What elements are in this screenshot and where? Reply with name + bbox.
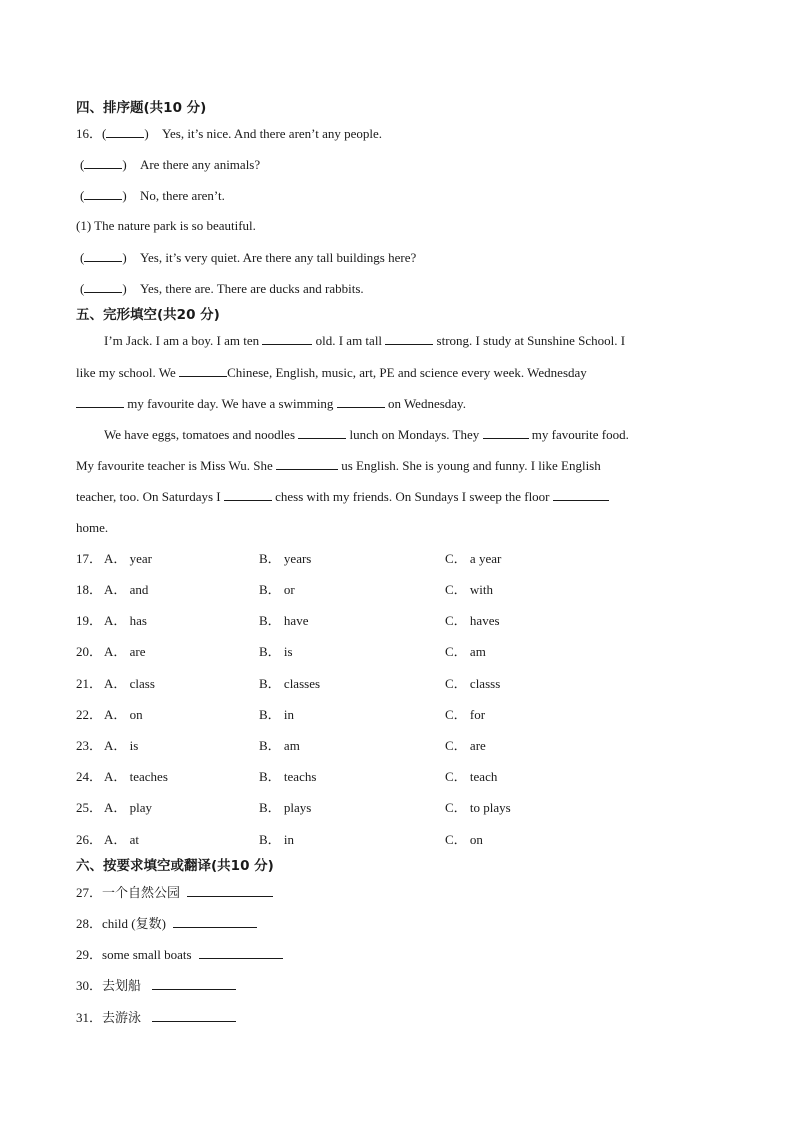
question-text: child (复数) (102, 916, 166, 931)
cloze-blank-17[interactable] (262, 332, 312, 345)
open-paren: ( (80, 157, 85, 172)
answer-blank[interactable] (84, 280, 122, 293)
dialogue-line: Yes, there are. There are ducks and rabbits. (139, 281, 364, 296)
passage-text: my favourite food. (531, 427, 629, 442)
option-a[interactable]: A． year (104, 551, 153, 566)
question-31 (76, 1009, 236, 1026)
ordering-line-5 (80, 249, 416, 266)
cloze-blank-24[interactable] (276, 457, 338, 470)
question-number: 26． (76, 832, 103, 847)
ordering-line-2 (80, 156, 260, 173)
option-b[interactable]: B． am (259, 738, 300, 753)
cloze-blank-19[interactable] (179, 364, 227, 377)
question-number: 19． (76, 613, 103, 628)
option-b[interactable]: B． in (259, 832, 295, 847)
option-a[interactable]: A． play (104, 800, 153, 815)
open-paren: ( (80, 188, 85, 203)
passage-text: I’m Jack. I am a boy. I am ten (104, 333, 260, 348)
option-a[interactable]: A． on (104, 707, 143, 722)
answer-blank[interactable] (152, 1009, 236, 1022)
passage-text: strong. I study at Sunshine School. I (436, 333, 626, 348)
passage-text: like my school. We (76, 365, 176, 380)
option-c[interactable]: C． on (445, 832, 483, 847)
option-c[interactable]: C． are (445, 738, 486, 753)
section-4-title: 四、排序题(共10 分) (76, 100, 207, 116)
question-27 (76, 884, 273, 901)
option-a[interactable]: A． and (104, 582, 149, 597)
passage-line-7: home. (76, 520, 109, 535)
cloze-blank-20[interactable] (76, 395, 124, 408)
answer-blank[interactable] (187, 884, 273, 897)
option-a[interactable]: A． class (104, 676, 155, 691)
answer-blank[interactable] (84, 249, 122, 262)
question-number: 23． (76, 738, 103, 753)
section-5-title: 五、完形填空(共20 分) (76, 307, 220, 323)
passage-text: teacher, too. On Saturdays I (76, 489, 221, 504)
question-text: 去游泳 (102, 1010, 142, 1025)
question-number: 17． (76, 551, 103, 566)
passage-line-4 (104, 426, 629, 443)
passage-text: My favourite teacher is Miss Wu. She (76, 458, 273, 473)
question-number: 28． (76, 916, 103, 931)
dialogue-line: Are there any animals? (139, 157, 261, 172)
question-number: 16．( (76, 126, 107, 141)
option-b[interactable]: B． teachs (259, 769, 317, 784)
question-number: 27． (76, 885, 103, 900)
passage-line-1 (104, 332, 625, 349)
question-number: 20． (76, 644, 103, 659)
answer-blank[interactable] (106, 125, 144, 138)
passage-text: old. I am tall (315, 333, 383, 348)
question-number: 31． (76, 1010, 103, 1025)
question-number: 21． (76, 676, 103, 691)
ordering-line-first: (1) The nature park is so beautiful. (76, 218, 256, 233)
passage-line-6 (76, 488, 609, 505)
question-text: 去划船 (102, 978, 142, 993)
ordering-line-3 (80, 187, 225, 204)
open-paren: ( (80, 250, 85, 265)
passage-text: us English. She is young and funny. I like English (341, 458, 601, 473)
passage-text: chess with my friends. On Sundays I sweep the floor (275, 489, 550, 504)
answer-blank[interactable] (152, 977, 236, 990)
dialogue-line: Yes, it’s very quiet. Are there any tall buildings here? (139, 250, 417, 265)
option-b[interactable]: B． classes (259, 676, 321, 691)
option-b[interactable]: B． have (259, 613, 309, 628)
question-number: 30． (76, 978, 103, 993)
question-number: 18． (76, 582, 103, 597)
close-paren: ) (144, 126, 149, 141)
answer-blank[interactable] (84, 156, 122, 169)
cloze-blank-26[interactable] (553, 488, 609, 501)
passage-text: on Wednesday. (387, 396, 466, 411)
ordering-line-6 (80, 280, 364, 297)
question-text: some small boats (102, 947, 192, 962)
option-b[interactable]: B． in (259, 707, 295, 722)
option-c[interactable]: C． for (445, 707, 486, 722)
question-number: 24． (76, 769, 103, 784)
answer-blank[interactable] (84, 187, 122, 200)
option-b[interactable]: B． plays (259, 800, 312, 815)
option-b[interactable]: B． is (259, 644, 293, 659)
passage-text: We have eggs, tomatoes and noodles (104, 427, 296, 442)
question-28 (76, 915, 257, 932)
passage-line-3 (76, 395, 466, 412)
option-c[interactable]: C． with (445, 582, 494, 597)
dialogue-line: Yes, it’s nice. And there aren’t any people. (161, 126, 383, 141)
option-c[interactable]: C． to plays (445, 800, 511, 815)
answer-blank[interactable] (173, 915, 257, 928)
option-c[interactable]: C． am (445, 644, 486, 659)
option-b[interactable]: B． or (259, 582, 295, 597)
passage-line-2 (76, 364, 587, 381)
passage-text: Chinese, English, music, art, PE and science every week. Wednesday (227, 365, 587, 380)
section-6-title: 六、按要求填空或翻译(共10 分) (76, 858, 274, 874)
passage-line-5 (76, 457, 601, 474)
option-c[interactable]: C． a year (445, 551, 502, 566)
close-paren: ) (122, 157, 127, 172)
close-paren: ) (122, 188, 127, 203)
option-b[interactable]: B． years (259, 551, 312, 566)
dialogue-line: No, there aren’t. (139, 188, 225, 203)
question-number: 22． (76, 707, 103, 722)
answer-blank[interactable] (199, 946, 283, 959)
question-16-line-1 (76, 125, 382, 142)
question-30 (76, 977, 236, 994)
cloze-blank-22[interactable] (298, 426, 346, 439)
passage-text: my favourite day. We have a swimming (127, 396, 334, 411)
cloze-blank-23[interactable] (483, 426, 529, 439)
option-a[interactable]: A． at (104, 832, 140, 847)
passage-text: lunch on Mondays. They (349, 427, 480, 442)
question-number: 25． (76, 800, 103, 815)
cloze-blank-25[interactable] (224, 488, 272, 501)
option-c[interactable]: C． teach (445, 769, 498, 784)
option-a[interactable]: A． has (104, 613, 147, 628)
option-c[interactable]: C． haves (445, 613, 500, 628)
close-paren: ) (122, 281, 127, 296)
option-a[interactable]: A． are (104, 644, 146, 659)
option-a[interactable]: A． teaches (104, 769, 168, 784)
option-c[interactable]: C． classs (445, 676, 501, 691)
question-29 (76, 946, 283, 963)
option-a[interactable]: A． is (104, 738, 139, 753)
cloze-blank-21[interactable] (337, 395, 385, 408)
question-text: 一个自然公园 (102, 885, 181, 900)
open-paren: ( (80, 281, 85, 296)
close-paren: ) (122, 250, 127, 265)
question-number: 29． (76, 947, 103, 962)
cloze-blank-18[interactable] (385, 332, 433, 345)
